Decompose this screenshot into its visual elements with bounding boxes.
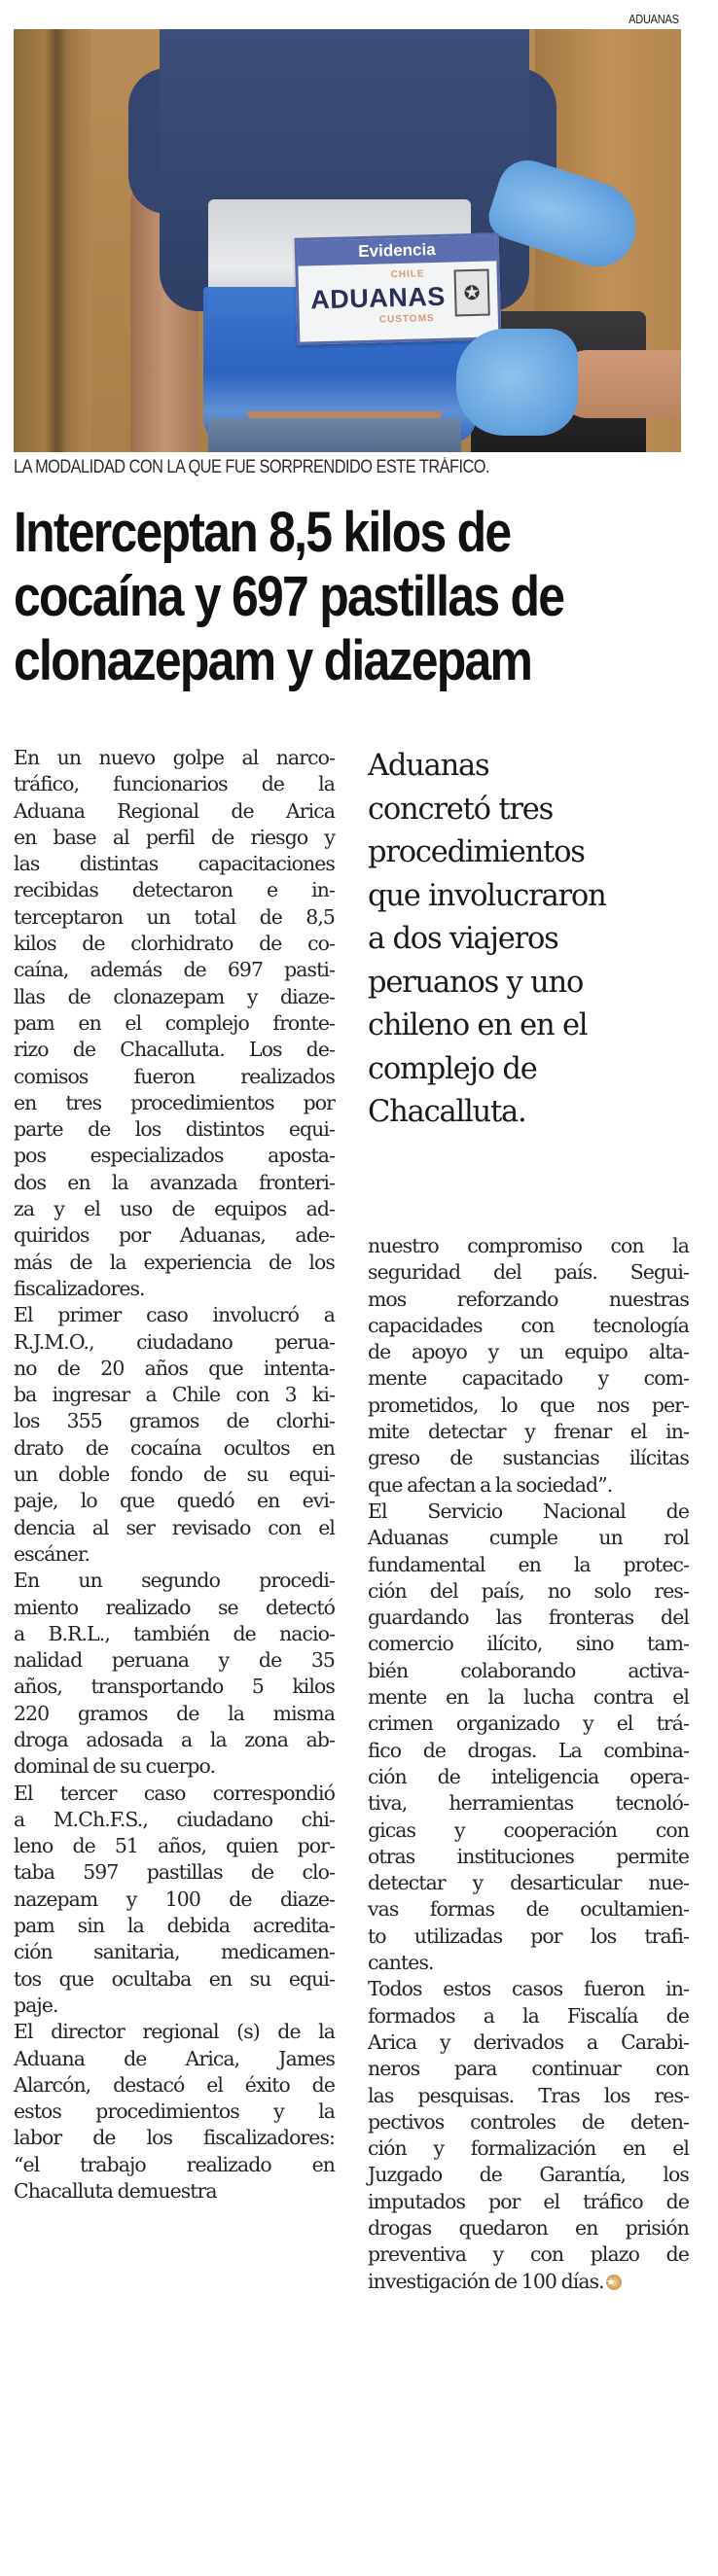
body-line: formados a la Fiscalía de xyxy=(368,2003,689,2028)
evidence-sign-header: Evidencia xyxy=(298,235,497,265)
body-line: en tres procedimientos por xyxy=(14,1090,335,1114)
body-line: paje, lo que quedó en evi- xyxy=(14,1489,335,1513)
body-line: za y el uso de equipos ad- xyxy=(14,1197,335,1221)
body-line: ción y formalización en el xyxy=(368,2136,689,2161)
body-line: llas de clonazepam y diaze- xyxy=(14,984,335,1008)
evidence-sign-subtitle: CUSTOMS xyxy=(378,313,435,326)
body-line: dominal de su cuerpo. xyxy=(14,1754,216,1779)
evidence-sign-brand: ADUANAS xyxy=(309,281,447,315)
body-line: gicas y cooperación con xyxy=(368,1817,689,1842)
body-line: 220 gramos de la misma xyxy=(14,1701,335,1725)
body-line: mente capacitado y com- xyxy=(368,1366,689,1391)
star-end-mark-icon: ★ xyxy=(606,2275,622,2290)
body-line: detectar y desarticular nue- xyxy=(368,1871,689,1895)
body-line: un doble fondo de su equi- xyxy=(14,1463,335,1487)
body-line: mente en la lucha contra el xyxy=(368,1685,689,1710)
body-line: greso de sustancias ilícitas xyxy=(368,1446,689,1470)
pull-quote xyxy=(368,745,699,1135)
body-line: fiscalizadores. xyxy=(14,1276,145,1300)
body-line: imputados por el tráfico de xyxy=(368,2189,689,2213)
section-tag: ADUANAS xyxy=(628,12,679,26)
body-line: fundamental en la protec- xyxy=(368,1552,689,1576)
body-line: nalidad peruana y de 35 xyxy=(14,1648,335,1673)
body-line: que afectan a la sociedad”. xyxy=(368,1472,613,1497)
body-line: En un nuevo golpe al narco- xyxy=(14,746,335,769)
body-line: seguridad del país. Segui- xyxy=(368,1260,689,1285)
body-line: neros para continuar con xyxy=(368,2057,689,2081)
body-line: taba 597 pastillas de clo- xyxy=(14,1860,335,1885)
body-line: Juzgado de Garantía, los xyxy=(368,2163,689,2187)
headline-line: cocaína y 697 pastillas de xyxy=(14,565,564,628)
body-line: prometidos, lo que nos per- xyxy=(368,1393,689,1417)
pull-quote-line: concretó tres xyxy=(368,792,554,827)
body-line: de apoyo y un equipo alta- xyxy=(368,1340,689,1364)
body-line: pam en el complejo fronte- xyxy=(14,1010,335,1035)
evidence-sign-country: CHILE xyxy=(390,268,425,281)
evidence-sign xyxy=(295,232,502,344)
body-line: pam sin la debida acredita- xyxy=(14,1914,335,1938)
body-column-left xyxy=(14,745,335,2205)
body-line: nuestro compromiso con la xyxy=(368,1234,689,1257)
pull-quote-line: Chacalluta. xyxy=(368,1095,526,1129)
body-line: parte de los distintos equi- xyxy=(14,1117,335,1142)
body-line: terceptaron un total de 8,5 xyxy=(14,904,335,929)
body-line: en base al perfil de riesgo y xyxy=(14,825,335,849)
body-line: El primer caso involucró a xyxy=(14,1303,335,1327)
body-line: crimen organizado y el trá- xyxy=(368,1711,689,1736)
body-line: ción sanitaria, medicamen- xyxy=(14,1940,335,1964)
body-line: recibidas detectaron e in- xyxy=(14,878,335,902)
body-line: investigación de 100 días. ★ xyxy=(368,2269,689,2295)
body-line: los 355 gramos de clorhi- xyxy=(14,1409,335,1433)
pull-quote-line: a dos viajeros xyxy=(368,922,558,956)
body-line: tos que ocultaba en su equi- xyxy=(14,1966,335,1991)
pull-quote-line: Aduanas xyxy=(368,749,489,783)
customs-seal-icon: ✪ xyxy=(454,269,490,317)
body-line: to utilizadas por los trafi- xyxy=(368,1923,689,1948)
body-line: preventiva y con plazo de xyxy=(368,2242,689,2267)
body-line: fico de drogas. La combina- xyxy=(368,1738,689,1762)
body-line: Todos estos casos fueron in- xyxy=(368,1977,689,2001)
body-line: Aduana de Arica, James xyxy=(14,2046,335,2070)
body-line: las pesquisas. Tras los res- xyxy=(368,2083,689,2107)
body-line: mos reforzando nuestras xyxy=(368,1287,689,1311)
body-line: pos especializados aposta- xyxy=(14,1144,335,1168)
body-line: labor de los fiscalizadores: xyxy=(14,2126,335,2150)
photo-wall-left xyxy=(14,29,91,452)
pull-quote-line: peruanos y uno xyxy=(368,965,584,1000)
body-line: mite detectar y frenar el in- xyxy=(368,1420,689,1444)
body-line: caína, además de 697 pasti- xyxy=(14,958,335,982)
body-line: tráfico, funcionarios de la xyxy=(14,772,335,796)
body-line: dencia al ser revisado con el xyxy=(14,1515,335,1539)
body-line: rizo de Chacalluta. Los de- xyxy=(14,1038,335,1062)
pull-quote-line: chileno en en el xyxy=(368,1008,588,1042)
body-line: Chacalluta demuestra xyxy=(14,2179,217,2204)
body-line: más de la experiencia de los xyxy=(14,1250,335,1274)
body-line: Aduanas cumple un rol xyxy=(368,1526,689,1550)
body-line: guardando las fronteras del xyxy=(368,1606,689,1630)
body-line: a M.Ch.F.S., ciudadano chi- xyxy=(14,1807,335,1831)
article-photo xyxy=(14,29,681,452)
body-line: bién colaborando activa- xyxy=(368,1658,689,1682)
body-line: capacidades con tecnología xyxy=(368,1313,689,1337)
body-line: El director regional (s) de la xyxy=(14,2020,335,2044)
body-line: escáner. xyxy=(14,1541,90,1566)
body-line: R.J.M.O., ciudadano perua- xyxy=(14,1329,335,1354)
body-line: no de 20 años que intenta- xyxy=(14,1356,335,1380)
body-line: cantes. xyxy=(368,1951,434,1975)
body-line: otras instituciones permite xyxy=(368,1844,689,1868)
body-line: ción de inteligencia opera- xyxy=(368,1764,689,1788)
body-line: “el trabajo realizado en xyxy=(14,2152,335,2176)
body-line: dos en la avanzada fronteri- xyxy=(14,1170,335,1194)
body-line: En un segundo procedi- xyxy=(14,1569,335,1593)
pull-quote-line: que involucraron xyxy=(368,878,606,913)
body-line: drato de cocaína ocultos en xyxy=(14,1435,335,1460)
body-line: comisos fueron realizados xyxy=(14,1064,335,1088)
body-line: Alarcón, destacó el éxito de xyxy=(14,2072,335,2097)
body-line: drogas quedaron en prisión xyxy=(368,2215,689,2240)
photo-glove-lower xyxy=(456,329,578,436)
body-line: quiridos por Aduanas, ade- xyxy=(14,1223,335,1248)
body-line: miento realizado se detectó xyxy=(14,1595,335,1619)
photo-caption: LA MODALIDAD CON LA QUE FUE SORPRENDIDO ESTE TRÁFICO. xyxy=(14,457,489,477)
body-line: El tercer caso correspondió xyxy=(14,1781,335,1805)
body-line: estos procedimientos y la xyxy=(14,2100,335,2124)
pull-quote-line: complejo de xyxy=(368,1051,537,1086)
body-line: nazepam y 100 de diaze- xyxy=(14,1887,335,1911)
body-line: las distintas capacitaciones xyxy=(14,852,335,876)
body-line: tiva, herramientas tecnoló- xyxy=(368,1791,689,1816)
body-line: vas formas de ocultamien- xyxy=(368,1897,689,1922)
body-line: ción del país, no solo res- xyxy=(368,1578,689,1603)
body-line: Arica y derivados a Carabi- xyxy=(368,2029,689,2054)
headline xyxy=(14,501,714,693)
headline-line: Interceptan 8,5 kilos de xyxy=(14,501,511,564)
pull-quote-line: procedimientos xyxy=(368,835,585,869)
body-line: pectivos controles de deten- xyxy=(368,2109,689,2134)
body-line: comercio ilícito, sino tam- xyxy=(368,1632,689,1656)
body-line: El Servicio Nacional de xyxy=(368,1499,689,1523)
body-line: droga adosada a la zona ab- xyxy=(14,1727,335,1751)
body-line: Aduana Regional de Arica xyxy=(14,798,335,823)
body-line: kilos de clorhidrato de co- xyxy=(14,932,335,956)
photo-jeans xyxy=(208,418,461,452)
body-line: ba ingresar a Chile con 3 ki- xyxy=(14,1383,335,1407)
body-line: paje. xyxy=(14,1993,58,2017)
body-line: años, transportando 5 kilos xyxy=(14,1675,335,1699)
body-line: leno de 51 años, quien por- xyxy=(14,1834,335,1858)
headline-line: clonazepam y diazepam xyxy=(14,629,532,692)
body-column-right xyxy=(368,1233,689,2295)
body-line: a B.R.L., también de nacio- xyxy=(14,1621,335,1645)
